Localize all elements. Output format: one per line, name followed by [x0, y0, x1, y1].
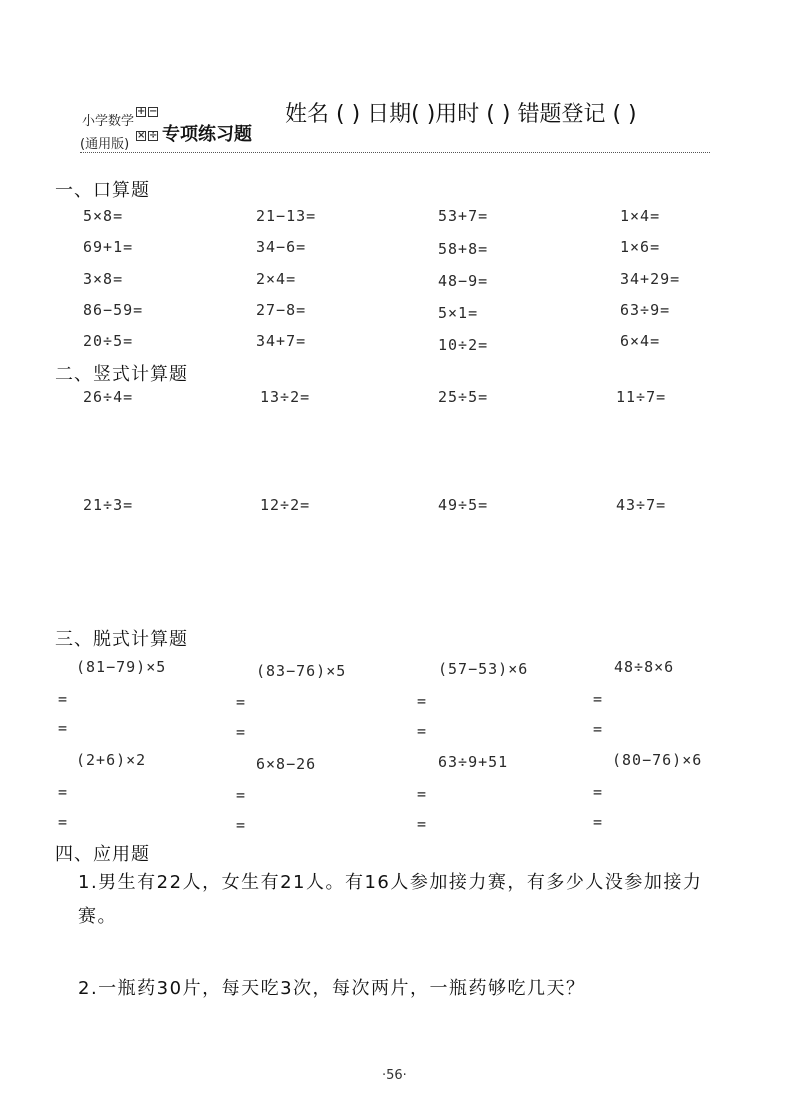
oral-question: 27−8=	[256, 301, 307, 319]
oral-question: 10÷2=	[438, 336, 489, 354]
oral-question: 34+29=	[620, 270, 681, 288]
oral-question: 1×4=	[620, 207, 661, 225]
word-problem: 2.一瓶药30片，每天吃3次，每次两片，一瓶药够吃几天？	[78, 978, 586, 999]
oral-question: 3×8=	[83, 270, 124, 288]
equals-line: =	[58, 690, 68, 708]
equals-line: =	[236, 816, 246, 834]
step-expression: (81−79)×5	[76, 658, 167, 676]
equals-line: =	[593, 720, 603, 738]
oral-question: 5×8=	[83, 207, 124, 225]
word-problem: 1.男生有22人，女生有21人。有16人参加接力赛，有多少人没参加接力赛。	[78, 872, 703, 927]
step-expression: 63÷9+51	[438, 753, 509, 771]
section-title-vertical-calc: 二、竖式计算题	[55, 364, 188, 385]
step-expression: (57−53)×6	[438, 660, 529, 678]
vertical-question: 11÷7=	[616, 388, 667, 406]
minus-icon: −	[149, 106, 158, 117]
vertical-question: 49÷5=	[438, 496, 489, 514]
step-expression: (2+6)×2	[76, 751, 147, 769]
vertical-question: 13÷2=	[260, 388, 311, 406]
equals-line: =	[593, 690, 603, 708]
equals-line: =	[417, 722, 427, 740]
equals-line: =	[417, 815, 427, 833]
operator-icons	[136, 107, 158, 153]
step-expression: 6×8−26	[256, 755, 317, 773]
vertical-question: 21÷3=	[83, 496, 134, 514]
equals-line: =	[236, 693, 246, 711]
oral-question: 2×4=	[256, 270, 297, 288]
oral-question: 86−59=	[83, 301, 144, 319]
vertical-question: 12÷2=	[260, 496, 311, 514]
brand-edition: (通用版)	[80, 137, 130, 152]
oral-question: 58+8=	[438, 240, 489, 258]
oral-question: 69+1=	[83, 238, 134, 256]
oral-question: 48−9=	[438, 272, 489, 290]
step-expression: (83−76)×5	[256, 662, 347, 680]
page-number: ·56·	[382, 1068, 407, 1083]
equals-line: =	[58, 813, 68, 831]
vertical-question: 43÷7=	[616, 496, 667, 514]
oral-question: 20÷5=	[83, 332, 134, 350]
section-title-mental-math: 一、口算题	[55, 180, 150, 201]
section-title-word-problems: 四、应用题	[55, 844, 150, 865]
section-title-step-calc: 三、脱式计算题	[55, 629, 188, 650]
oral-question: 34−6=	[256, 238, 307, 256]
student-info-fields: 姓名 ( ) 日期( )用时 ( ) 错题登记 ( )	[285, 102, 637, 127]
divide-icon: ÷	[149, 130, 158, 141]
oral-question: 1×6=	[620, 238, 661, 256]
oral-question: 21−13=	[256, 207, 317, 225]
equals-line: =	[236, 723, 246, 741]
equals-line: =	[417, 785, 427, 803]
series-title: 专项练习题	[162, 124, 252, 145]
vertical-question: 25÷5=	[438, 388, 489, 406]
multiply-icon: ×	[137, 130, 146, 141]
vertical-question: 26÷4=	[83, 388, 134, 406]
equals-line: =	[593, 783, 603, 801]
equals-line: =	[58, 783, 68, 801]
oral-question: 34+7=	[256, 332, 307, 350]
equals-line: =	[417, 692, 427, 710]
oral-question: 63÷9=	[620, 301, 671, 319]
equals-line: =	[58, 719, 68, 737]
plus-icon: +	[137, 106, 146, 117]
oral-question: 53+7=	[438, 207, 489, 225]
brand-subject: 小学数学	[82, 114, 135, 129]
step-expression: 48÷8×6	[614, 658, 675, 676]
oral-question: 5×1=	[438, 304, 479, 322]
equals-line: =	[593, 813, 603, 831]
equals-line: =	[236, 786, 246, 804]
step-expression: (80−76)×6	[612, 751, 703, 769]
oral-question: 6×4=	[620, 332, 661, 350]
header-divider	[80, 152, 710, 153]
